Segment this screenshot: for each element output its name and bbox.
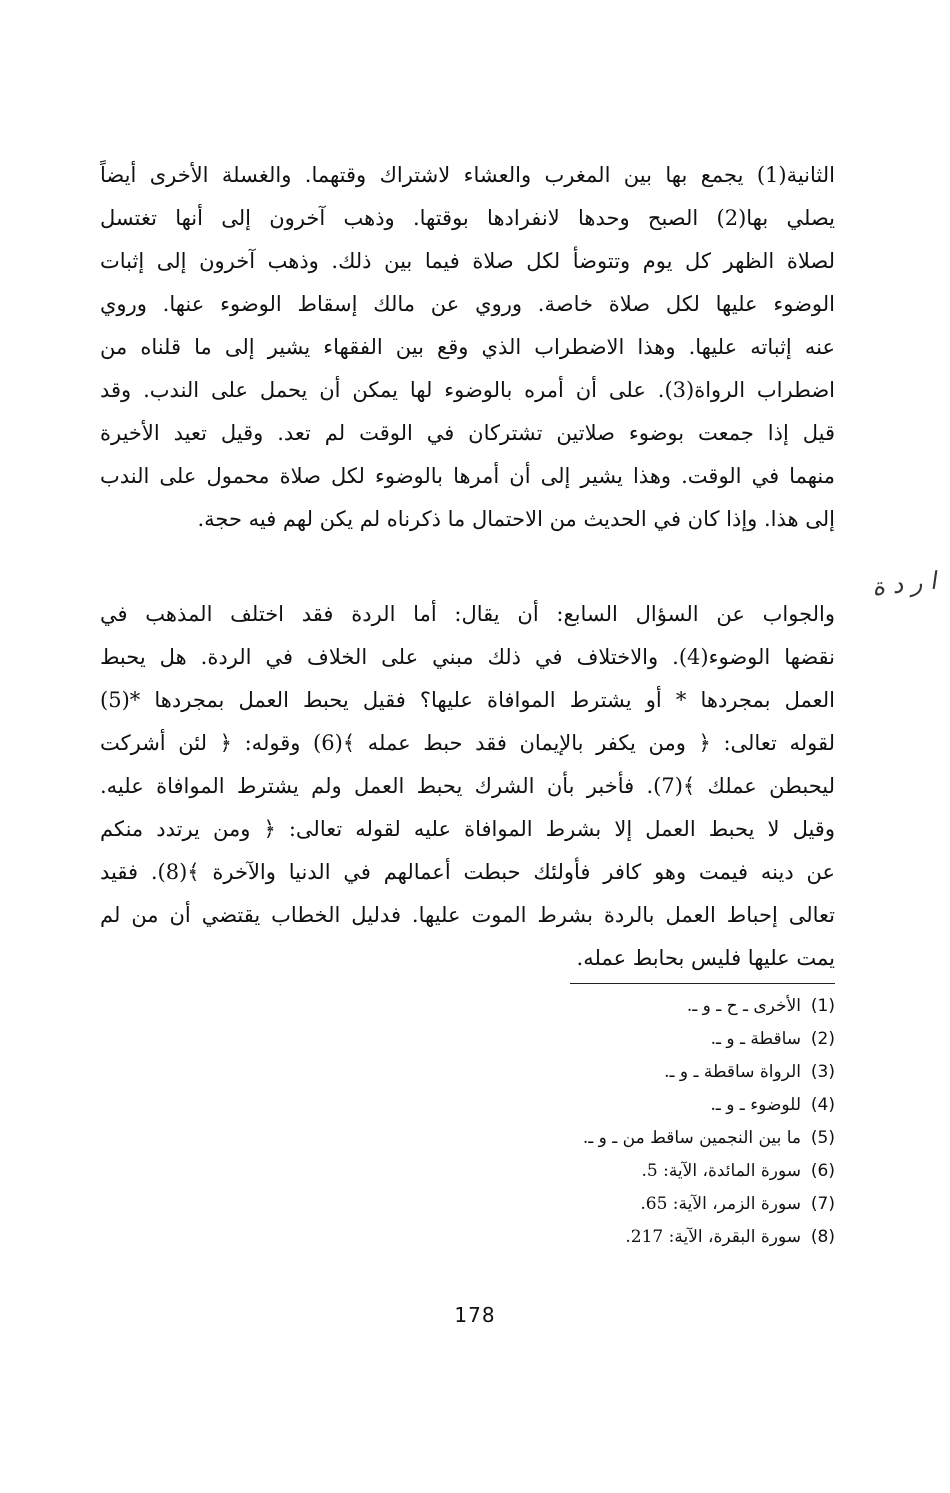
paragraph-women-ablution <box>100 154 835 541</box>
text-line: والجواب عن السؤال السابع: أن يقال: أما الردة فقد اختلف المذهب في <box>100 602 835 626</box>
footnote-text: سورة الزمر، الآية: 65. <box>640 1194 801 1214</box>
footnote-number: (5) <box>810 1128 835 1148</box>
footnote-number: (2) <box>810 1029 835 1049</box>
text-line: قيل إذا جمعت بوضوء صلاتين تشتركان في الوقت لم تعد. وقيل تعيد الأخيرة <box>100 421 835 445</box>
text-line: عن دينه فيمت وهو كافر فأولئك حبطت أعمالهم في الدنيا والآخرة ﴾(8). فقيد <box>100 860 835 884</box>
footnote-number: (7) <box>810 1194 835 1214</box>
text-line: تعالى إحباط العمل بالردة بشرط الموت عليها. فدليل الخطاب يقتضي أن من لم <box>100 903 835 927</box>
footnote-number: (8) <box>810 1227 835 1247</box>
text-line: العمل بمجردها * أو يشترط الموافاة عليها؟ فقيل يحبط العمل بمجردها *(5) <box>100 688 835 712</box>
footnote-text: سورة البقرة، الآية: 217. <box>625 1227 801 1247</box>
footnote-text: للوضوء ـ و ـ. <box>710 1095 801 1115</box>
footnote-item <box>583 1221 835 1254</box>
text-line: اضطراب الرواة(3). على أن أمره بالوضوء لها يمكن أن يحمل على الندب. وقد <box>100 378 835 402</box>
text-line: يمت عليها فليس بحابط عمله. <box>576 946 835 970</box>
footnote-separator <box>570 983 835 984</box>
footnote-text: ساقطة ـ و ـ. <box>710 1029 801 1049</box>
text-line: الثانية(1) يجمع بها بين المغرب والعشاء لاشتراك وقتهما. والغسلة الأخرى أيضاً <box>100 163 835 187</box>
footnote-item <box>583 1122 835 1155</box>
text-line: يصلي بها(2) الصبح وحدها لانفرادها بوقتها. وذهب آخرون إلى أنها تغتسل <box>100 206 835 230</box>
footnote-number: (6) <box>810 1161 835 1181</box>
footnotes-list <box>583 990 835 1254</box>
text-line: منهما في الوقت. وهذا يشير إلى أن أمرها بالوضوء لكل صلاة محمول على الندب <box>100 464 835 488</box>
text-line: الوضوء عليها لكل صلاة خاصة. وروي عن مالك إسقاط الوضوء عنها. وروي <box>100 292 835 316</box>
footnote-number: (4) <box>810 1095 835 1115</box>
page-number: 178 <box>454 1303 496 1327</box>
text-line: إلى هذا. وإذا كان في الحديث من الاحتمال ما ذكرناه لم يكن لهم فيه حجة. <box>197 507 835 531</box>
footnote-number: (1) <box>810 996 835 1016</box>
footnote-item <box>583 1089 835 1122</box>
footnote-item <box>583 1023 835 1056</box>
footnote-number: (3) <box>810 1062 835 1082</box>
footnote-item <box>583 990 835 1023</box>
text-line: لقوله تعالى: ﴿ ومن يكفر بالإيمان فقد حبط عمله ﴾(6) وقوله: ﴿ لئن أشركت <box>100 731 835 755</box>
footnote-text: سورة المائدة، الآية: 5. <box>641 1161 801 1181</box>
footnote-item <box>583 1188 835 1221</box>
footnote-text: الرواة ساقطة ـ و ـ. <box>664 1062 801 1082</box>
text-line: عنه إثباته عليها. وهذا الاضطراب الذي وقع بين الفقهاء يشير إلى ما قلناه من <box>100 335 835 359</box>
text-line: ليحبطن عملك ﴾(7). فأخبر بأن الشرك يحبط العمل ولم يشترط الموافاة عليه. <box>100 774 835 798</box>
handwritten-margin-note: ا ر د ة <box>870 566 938 602</box>
text-line: وقيل لا يحبط العمل إلا بشرط الموافاة عليه لقوله تعالى: ﴿ ومن يرتدد منكم <box>100 817 835 841</box>
footnote-text: ما بين النجمين ساقط من ـ و ـ. <box>582 1128 801 1148</box>
text-line: نقضها الوضوء(4). والاختلاف في ذلك مبني على الخلاف في الردة. هل يحبط <box>100 645 835 669</box>
footnote-item <box>583 1155 835 1188</box>
text-line: لصلاة الظهر كل يوم وتتوضأ لكل صلاة فيما بين ذلك. وذهب آخرون إلى إثبات <box>100 249 835 273</box>
paragraph-seventh-question <box>100 593 835 980</box>
footnote-item <box>583 1056 835 1089</box>
footnote-text: الأخرى ـ ح ـ و ـ. <box>686 996 801 1016</box>
